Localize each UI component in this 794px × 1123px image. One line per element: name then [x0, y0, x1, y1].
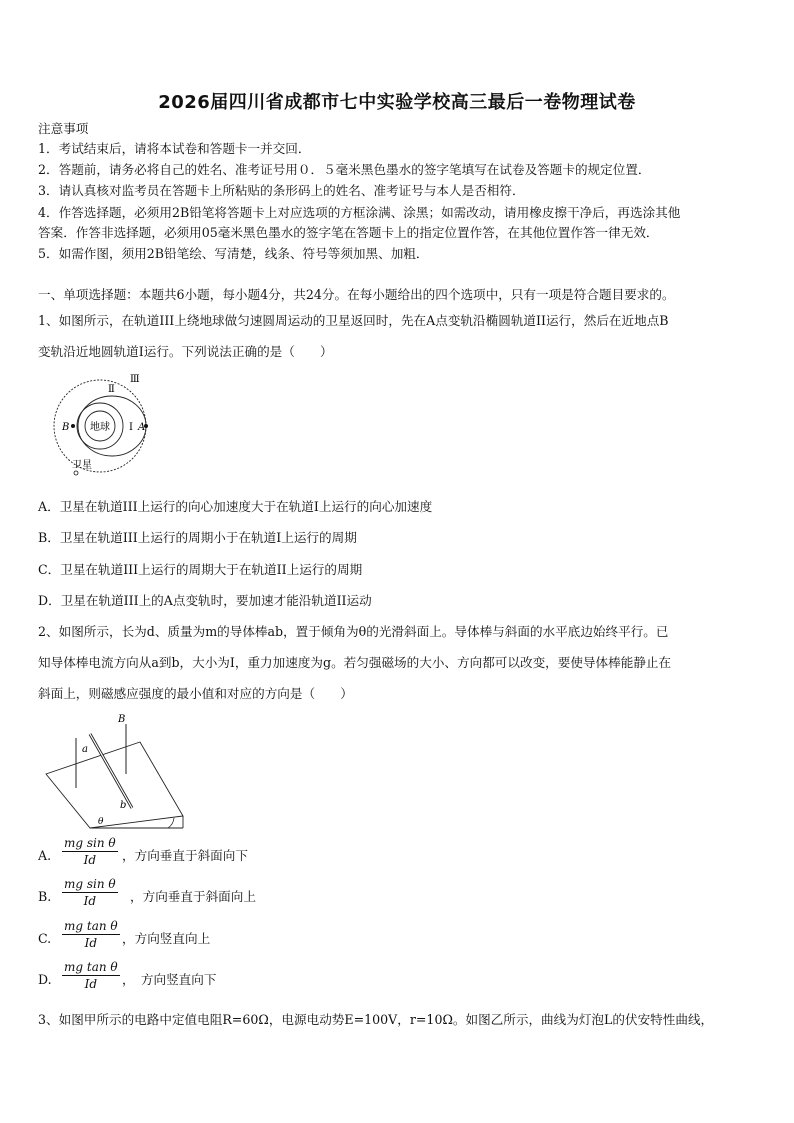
q1-stem-line1: 1、如图所示，在轨道III上绕地球做匀速圆周运动的卫星返回时，先在A点变轨沿椭圆轨道II运行，然后在近地点B	[38, 313, 669, 328]
q2-incline-figure	[40, 712, 190, 830]
note-item-4: 4．作答选择题，必须用2B铅笔将答题卡上对应选项的方框涂满、涂黑；如需改动，请用橡皮擦干净后，再选涂其他	[38, 205, 681, 220]
q1-option-b: B．卫星在轨道III上运行的周期小于在轨道I上运行的周期	[38, 530, 357, 545]
label-theta: θ	[98, 817, 104, 827]
q1-option-c: C．卫星在轨道III上运行的周期大于在轨道II上运行的周期	[38, 562, 363, 577]
label-a: A	[138, 422, 146, 433]
q1-orbit-figure	[50, 368, 168, 478]
note-item-2: 2．答题前，请务必将自己的姓名、准考证号用０．５毫米黑色墨水的签字笔填写在试卷及答题卡的规定位置．	[38, 162, 651, 177]
fraction-denominator: Id	[83, 894, 97, 908]
q2-option-b-text: ，方向垂直于斜面向上	[130, 889, 256, 904]
q1-option-a: A．卫星在轨道III上运行的向心加速度大于在轨道I上运行的向心加速度	[38, 499, 433, 514]
fraction-denominator: Id	[83, 853, 97, 867]
note-item-5: 5．如需作图，须用2B铅笔绘、写清楚，线条、符号等须加黑、加粗．	[38, 246, 429, 261]
q2-option-b-fraction	[62, 877, 118, 908]
q2-option-b-letter: B.	[38, 889, 52, 904]
notes-heading: 注意事项	[38, 121, 89, 136]
satellite-label: 卫星	[72, 460, 92, 471]
q2-option-c-letter: C.	[38, 931, 52, 946]
q2-option-c-text: ，方向竖直向上	[122, 931, 211, 946]
q2-option-a-fraction	[62, 836, 118, 867]
point-b	[71, 424, 75, 428]
note-item-4-cont: 答案．作答非选择题，必须用05毫米黑色墨水的签字笔在答题卡上的指定位置作答，在其他位置作答一律无效．	[38, 225, 659, 240]
note-item-1: 1．考试结束后，请将本试卷和答题卡一并交回．	[38, 141, 311, 156]
label-end-b: b	[120, 800, 127, 811]
page-title: 2026届四川省成都市七中实验学校高三最后一卷物理试卷	[158, 92, 636, 113]
fraction-numerator: mg tan θ	[64, 960, 118, 974]
fraction-denominator: Id	[84, 977, 98, 991]
q3-stem-line1: 3、如图甲所示的电路中定值电阻R=60Ω，电源电动势E=100V，r=10Ω。如图乙所示，曲线为灯泡L的伏安特性曲线，	[38, 1012, 714, 1027]
incline-surface	[46, 742, 183, 828]
angle-arc	[168, 818, 174, 828]
fraction-numerator: mg sin θ	[64, 877, 116, 891]
orbit-ii	[78, 396, 146, 456]
q2-option-a-text: ，方向垂直于斜面向下	[122, 848, 248, 863]
q2-option-a-letter: A.	[38, 848, 52, 863]
label-orbit-iii: Ⅲ	[130, 374, 140, 385]
q2-option-d-fraction	[62, 960, 120, 991]
q2-stem-line2: 知导体棒电流方向从a到b，大小为I，重力加速度为g。若匀强磁场的大小、方向都可以改变，要使导体棒能静止在	[38, 655, 672, 670]
label-field-b: B	[118, 714, 126, 725]
q2-stem-line1: 2、如图所示，长为d、质量为m的导体棒ab，置于倾角为θ的光滑斜面上。导体棒与斜面的水平底边始终平行。已	[38, 624, 669, 639]
label-orbit-ii: Ⅱ	[108, 384, 115, 395]
earth-label: 地球	[90, 422, 110, 433]
label-b: B	[62, 422, 70, 433]
satellite	[74, 471, 78, 475]
q2-option-c-fraction	[62, 919, 120, 950]
q2-option-d-letter: D.	[38, 972, 52, 987]
fraction-denominator: Id	[84, 936, 98, 950]
label-orbit-i: I	[129, 422, 133, 433]
note-item-3: 3．请认真核对监考员在答题卡上所粘贴的条形码上的姓名、准考证号与本人是否相符．	[38, 183, 525, 198]
fraction-numerator: mg tan θ	[64, 919, 118, 933]
q2-stem-line3: 斜面上，则磁感应强度的最小值和对应的方向是（ ）	[38, 686, 353, 701]
q1-stem-line2: 变轨沿近地圆轨道I运行。下列说法正确的是（ ）	[38, 344, 333, 359]
q2-option-d-text: ， 方向竖直向下	[122, 972, 217, 987]
fraction-numerator: mg sin θ	[64, 836, 116, 850]
q1-option-d: D．卫星在轨道III上的A点变轨时，要加速才能沿轨道II运动	[38, 593, 372, 608]
label-end-a: a	[82, 744, 88, 755]
section-heading: 一、单项选择题：本题共6小题，每小题4分，共24分。在每小题给出的四个选项中，只有一项是符合题目要求的。	[38, 287, 675, 302]
